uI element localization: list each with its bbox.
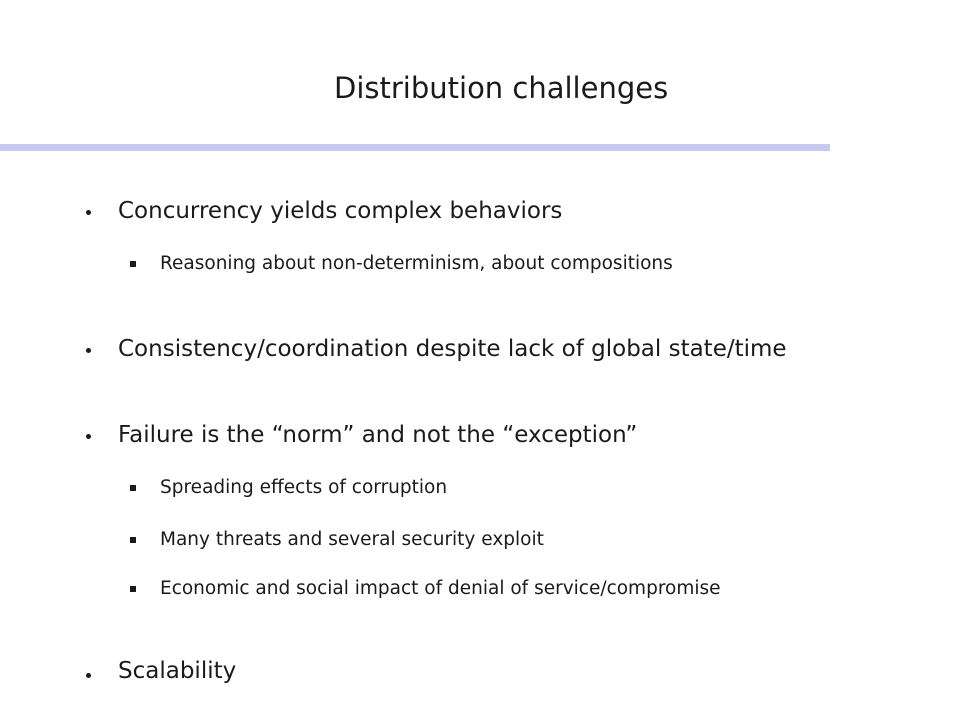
bullet-square-icon [130, 261, 136, 267]
slide-title: Distribution challenges [334, 71, 669, 105]
bullet-3-sub-3-text: Economic and social impact of denial of service/compromise [160, 578, 721, 599]
title-underline-divider [0, 144, 830, 151]
bullet-3-text: Failure is the “norm” and not the “exception” [118, 422, 638, 448]
bullet-dot-icon [86, 210, 91, 215]
bullet-square-icon [130, 537, 136, 543]
bullet-dot-icon [86, 348, 91, 353]
bullet-3-sub-1-text: Spreading effects of corruption [160, 477, 448, 498]
bullet-4-text: Scalability [118, 658, 237, 684]
bullet-square-icon [130, 485, 136, 491]
bullet-dot-icon [86, 434, 91, 439]
bullet-1-text: Concurrency yields complex behaviors [118, 198, 563, 224]
bullet-1-sub-1-text: Reasoning about non-determinism, about compositions [160, 253, 673, 274]
bullet-dot-icon [86, 673, 91, 678]
bullet-3-sub-2-text: Many threats and several security exploit [160, 529, 544, 550]
bullet-square-icon [130, 586, 136, 592]
bullet-2-text: Consistency/coordination despite lack of global state/time [118, 336, 787, 362]
